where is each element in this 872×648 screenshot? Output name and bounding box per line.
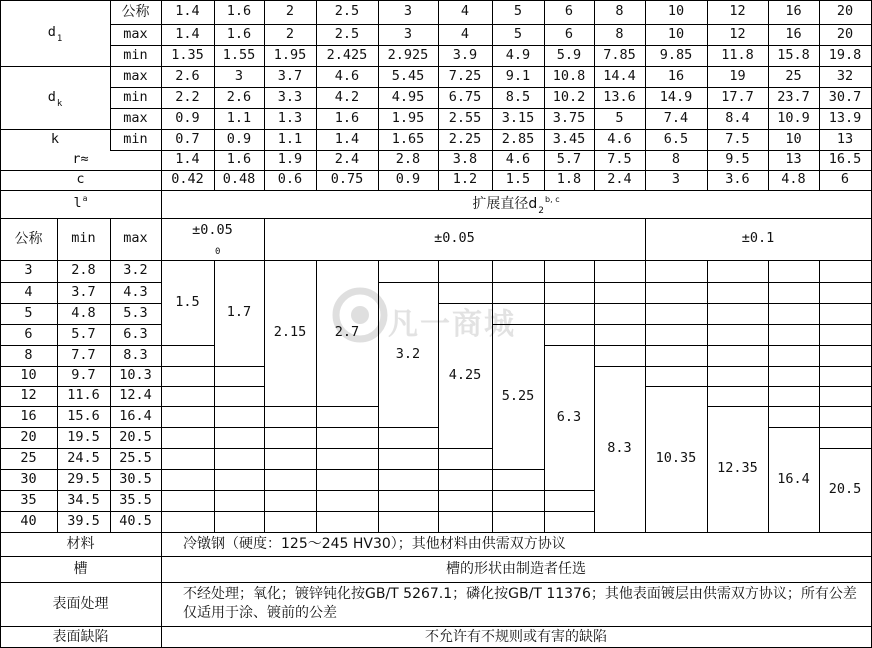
table-border bbox=[438, 469, 493, 470]
dk-max-cell: 32 bbox=[836, 67, 854, 84]
expanded-diameter-cell: 1.5 bbox=[175, 293, 200, 310]
table-border bbox=[819, 386, 872, 387]
table-border bbox=[768, 282, 820, 283]
table-border bbox=[316, 448, 379, 449]
d1-label: $d_1$ bbox=[47, 24, 63, 45]
c-cell: 0.48 bbox=[222, 171, 256, 188]
dk-min-cell: 2.2 bbox=[175, 88, 200, 105]
dk-label: $d_k$ bbox=[47, 88, 63, 109]
dk-max-cell: 5.45 bbox=[391, 67, 425, 84]
r-cell: 16.5 bbox=[828, 151, 862, 168]
table-border bbox=[492, 511, 545, 512]
table-border bbox=[819, 303, 872, 304]
dk-max-cell: 14.4 bbox=[603, 67, 636, 84]
table-border bbox=[544, 282, 595, 283]
length-max-cell: 20.5 bbox=[119, 428, 152, 445]
table-border bbox=[707, 386, 769, 387]
length-nominal-cell: 8 bbox=[24, 346, 33, 363]
d1-min-cell: 3.9 bbox=[452, 46, 478, 63]
table-border bbox=[707, 366, 769, 367]
length-min-cell: 9.7 bbox=[71, 367, 96, 384]
expanded-diameter-cell: 1.7 bbox=[226, 304, 252, 321]
table-border bbox=[161, 448, 215, 449]
length-min-cell: 34.5 bbox=[67, 491, 100, 508]
d1-min-cell: 9.85 bbox=[659, 46, 693, 63]
table-border bbox=[438, 490, 493, 491]
material-text: 冷镦钢（硬度：125～245 HV30）；其他材料由供需双方协议 bbox=[183, 536, 566, 552]
groove-text: 槽的形状由制造者任选 bbox=[446, 561, 586, 577]
length-nominal-cell: 30 bbox=[20, 470, 37, 487]
length-nominal-cell: 35 bbox=[20, 491, 37, 508]
dk-max-cell: 9.1 bbox=[505, 67, 531, 84]
table-border bbox=[492, 469, 545, 470]
d1-nominal-cell: 4 bbox=[460, 3, 470, 20]
dk-min-cell: 30.7 bbox=[828, 88, 862, 105]
d1-nominal-cell: 16 bbox=[785, 3, 802, 20]
d1-max-cell: 10 bbox=[667, 25, 685, 42]
table-border bbox=[378, 511, 439, 512]
length-min-cell: 2.8 bbox=[71, 262, 96, 279]
length-nominal-cell: 16 bbox=[20, 407, 37, 424]
c-cell: 6 bbox=[840, 171, 850, 188]
length-max-cell: 40.5 bbox=[119, 512, 152, 529]
r-cell: 3.8 bbox=[452, 151, 478, 168]
dk-max-cell: 3.7 bbox=[277, 67, 303, 84]
k-max-cell: 3.15 bbox=[501, 109, 535, 126]
table-border bbox=[594, 282, 646, 283]
d1-nominal-cell: 20 bbox=[836, 3, 854, 20]
table-border bbox=[492, 490, 545, 491]
length-nominal-cell: 40 bbox=[20, 512, 37, 529]
length-nominal-cell: 3 bbox=[24, 262, 33, 279]
k-min-cell: 6.5 bbox=[663, 130, 689, 147]
table-border bbox=[768, 366, 820, 367]
c-cell: 1.2 bbox=[452, 171, 478, 188]
table-border bbox=[438, 448, 493, 449]
dk-max-label: max bbox=[123, 67, 148, 84]
dk-max-cell: 16 bbox=[667, 67, 685, 84]
length-max-cell: 30.5 bbox=[119, 470, 152, 487]
table-border bbox=[707, 282, 769, 283]
c-cell: 0.6 bbox=[277, 171, 303, 188]
d1-max-cell: 6 bbox=[564, 25, 574, 42]
d1-min-cell: 15.8 bbox=[777, 46, 810, 63]
d1-min-cell: 2.925 bbox=[387, 46, 429, 63]
d1-max-cell: 1.4 bbox=[175, 25, 200, 42]
k-max-cell: 13.9 bbox=[828, 109, 862, 126]
r-cell: 1.6 bbox=[226, 151, 252, 168]
l-header-label: $l^a$ bbox=[73, 194, 88, 212]
length-max-cell: 4.3 bbox=[123, 283, 148, 300]
table-border bbox=[161, 366, 215, 367]
table-border bbox=[161, 406, 215, 407]
table-border bbox=[161, 427, 215, 428]
d1-min-cell: 7.85 bbox=[603, 46, 636, 63]
table-border bbox=[161, 386, 215, 387]
k-min-cell: 3.45 bbox=[552, 130, 586, 147]
length-min-cell: 19.5 bbox=[67, 428, 100, 445]
c-cell: 0.42 bbox=[171, 171, 204, 188]
table-border bbox=[161, 511, 215, 512]
length-max-cell: 16.4 bbox=[119, 407, 152, 424]
table-border bbox=[544, 303, 595, 304]
l-nominal-header: 公称 bbox=[14, 231, 43, 247]
d1-nominal-label: 公称 bbox=[121, 4, 150, 20]
d1-min-label: min bbox=[123, 46, 148, 63]
table-border bbox=[316, 490, 379, 491]
dk-max-cell: 19 bbox=[729, 67, 746, 84]
r-cell: 13 bbox=[785, 151, 802, 168]
table-border bbox=[544, 324, 595, 325]
length-max-cell: 12.4 bbox=[119, 387, 152, 404]
r-cell: 8 bbox=[671, 151, 681, 168]
k-label: k bbox=[50, 130, 60, 147]
table-border bbox=[594, 345, 646, 346]
table-border bbox=[214, 386, 265, 387]
d1-min-cell: 4.9 bbox=[505, 46, 531, 63]
k-min-cell: 7.5 bbox=[725, 130, 750, 147]
d1-nominal-cell: 6 bbox=[564, 3, 574, 20]
k-max-cell: 1.3 bbox=[277, 109, 303, 126]
table-border bbox=[544, 490, 595, 491]
d1-nominal-cell: 8 bbox=[615, 3, 624, 20]
d1-nominal-cell: 2.5 bbox=[334, 3, 360, 20]
k-max-cell: 8.4 bbox=[725, 109, 750, 126]
d1-nominal-cell: 5 bbox=[513, 3, 523, 20]
c-cell: 3 bbox=[671, 171, 681, 188]
length-min-cell: 24.5 bbox=[67, 449, 100, 466]
d1-min-cell: 1.35 bbox=[171, 46, 204, 63]
dk-min-cell: 10.2 bbox=[552, 88, 586, 105]
table-border bbox=[819, 366, 872, 367]
length-max-cell: 35.5 bbox=[119, 491, 152, 508]
k-min-cell: 10 bbox=[785, 130, 802, 147]
l-max-header: max bbox=[123, 230, 148, 247]
table-border bbox=[214, 469, 265, 470]
table-border bbox=[768, 303, 820, 304]
table-border bbox=[161, 345, 215, 346]
d1-nominal-cell: 12 bbox=[729, 3, 746, 20]
c-cell: 1.5 bbox=[505, 171, 531, 188]
table-border bbox=[645, 345, 708, 346]
d1-nominal-cell: 1.6 bbox=[226, 3, 252, 20]
c-cell: 4.8 bbox=[781, 171, 806, 188]
length-min-cell: 4.8 bbox=[71, 304, 96, 321]
d1-nominal-cell: 2 bbox=[285, 3, 295, 20]
length-max-cell: 6.3 bbox=[123, 325, 148, 342]
k-max-cell: 3.75 bbox=[552, 109, 586, 126]
d1-max-cell: 16 bbox=[785, 25, 802, 42]
expanded-diameter-cell: 4.25 bbox=[448, 366, 482, 383]
table-border bbox=[161, 469, 215, 470]
k-max-cell: 1.1 bbox=[226, 109, 252, 126]
d1-max-cell: 1.6 bbox=[226, 25, 252, 42]
surface-defects-text: 不允许有不规则或有害的缺陷 bbox=[425, 628, 607, 645]
table-border bbox=[492, 303, 545, 304]
table-border bbox=[819, 427, 872, 428]
expanded-diameter-cell: 8.3 bbox=[607, 440, 632, 457]
dk-max-cell: 25 bbox=[785, 67, 802, 84]
k-max-cell: 5 bbox=[615, 109, 624, 126]
r-cell: 9.5 bbox=[725, 151, 750, 168]
expanded-diameter-cell: 2.15 bbox=[273, 324, 307, 341]
r-cell: 2.8 bbox=[395, 151, 421, 168]
table-border bbox=[378, 427, 439, 428]
table-border bbox=[316, 511, 379, 512]
d1-nominal-cell: 3 bbox=[403, 3, 413, 20]
table-border bbox=[378, 448, 439, 449]
expanded-diameter-cell: 2.7 bbox=[334, 324, 360, 341]
length-nominal-cell: 6 bbox=[24, 325, 33, 342]
expanded-diameter-header: 扩展直径$d_2^{b, c}$ bbox=[472, 195, 560, 216]
d1-min-cell: 19.8 bbox=[828, 46, 862, 63]
expanded-diameter-cell: 10.35 bbox=[655, 450, 697, 467]
dk-min-label: min bbox=[123, 88, 148, 105]
length-min-cell: 11.6 bbox=[67, 387, 100, 404]
k-max-cell: 1.95 bbox=[391, 109, 425, 126]
k-min-cell: 0.9 bbox=[226, 130, 252, 147]
length-max-cell: 10.3 bbox=[119, 367, 152, 384]
k-max-cell: 0.9 bbox=[175, 109, 200, 126]
table-border bbox=[264, 490, 317, 491]
k-min-label: min bbox=[123, 130, 148, 147]
dk-min-cell: 8.5 bbox=[505, 88, 531, 105]
d1-max-cell: 8 bbox=[615, 25, 624, 42]
table-border bbox=[214, 490, 265, 491]
table-border bbox=[264, 427, 317, 428]
c-cell: 1.8 bbox=[556, 171, 582, 188]
table-border bbox=[707, 303, 769, 304]
table-border bbox=[264, 406, 317, 407]
r-cell: 7.5 bbox=[607, 151, 632, 168]
c-cell: 0.9 bbox=[395, 171, 421, 188]
k-min-cell: 2.25 bbox=[448, 130, 482, 147]
dk-min-cell: 23.7 bbox=[777, 88, 810, 105]
tolerance-group2: ±0.05 bbox=[434, 230, 475, 247]
table-border bbox=[594, 303, 646, 304]
dk-max-cell: 2.6 bbox=[175, 67, 200, 84]
c-cell: 0.75 bbox=[330, 171, 364, 188]
k-max-label: max bbox=[123, 109, 148, 126]
d1-max-cell: 3 bbox=[403, 25, 413, 42]
dk-min-cell: 14.9 bbox=[659, 88, 693, 105]
d1-max-cell: 2.5 bbox=[334, 25, 360, 42]
table-border bbox=[707, 345, 769, 346]
r-cell: 5.7 bbox=[556, 151, 582, 168]
groove-label: 槽 bbox=[73, 561, 88, 577]
dk-min-cell: 2.6 bbox=[226, 88, 252, 105]
k-min-cell: 13 bbox=[836, 130, 854, 147]
length-min-cell: 15.6 bbox=[67, 407, 100, 424]
dk-min-cell: 6.75 bbox=[448, 88, 482, 105]
dk-max-cell: 10.8 bbox=[552, 67, 586, 84]
k-min-cell: 1.4 bbox=[334, 130, 360, 147]
length-nominal-cell: 12 bbox=[20, 387, 37, 404]
dk-min-cell: 4.2 bbox=[334, 88, 360, 105]
d1-nominal-cell: 10 bbox=[667, 3, 685, 20]
d1-min-cell: 5.9 bbox=[556, 46, 582, 63]
length-nominal-cell: 5 bbox=[24, 304, 33, 321]
d1-min-cell: 2.425 bbox=[326, 46, 368, 63]
dk-min-cell: 13.6 bbox=[603, 88, 636, 105]
dk-max-cell: 3 bbox=[234, 67, 244, 84]
table-border bbox=[316, 427, 379, 428]
length-nominal-cell: 4 bbox=[24, 283, 33, 300]
length-max-cell: 25.5 bbox=[119, 449, 152, 466]
table-border bbox=[214, 427, 265, 428]
d1-min-cell: 1.55 bbox=[222, 46, 256, 63]
d1-max-cell: 2 bbox=[285, 25, 295, 42]
table-border bbox=[214, 511, 265, 512]
table-border bbox=[645, 282, 708, 283]
length-min-cell: 5.7 bbox=[71, 325, 96, 342]
table-border bbox=[378, 490, 439, 491]
c-label: c bbox=[76, 171, 85, 188]
length-min-cell: 39.5 bbox=[67, 512, 100, 529]
table-border bbox=[161, 490, 215, 491]
length-max-cell: 3.2 bbox=[123, 262, 148, 279]
k-max-cell: 10.9 bbox=[777, 109, 810, 126]
d1-min-cell: 1.95 bbox=[273, 46, 307, 63]
r-label: r≈ bbox=[72, 151, 89, 168]
table-border bbox=[438, 511, 493, 512]
tolerance-group3: ±0.1 bbox=[741, 230, 775, 247]
table-border bbox=[768, 386, 820, 387]
length-nominal-cell: 20 bbox=[20, 428, 37, 445]
material-label: 材料 bbox=[66, 536, 95, 552]
table-border bbox=[819, 324, 872, 325]
k-min-cell: 0.7 bbox=[175, 130, 200, 147]
expanded-diameter-cell: 16.4 bbox=[777, 470, 810, 487]
length-max-cell: 5.3 bbox=[123, 304, 148, 321]
dk-max-cell: 7.25 bbox=[448, 67, 482, 84]
table-border bbox=[378, 469, 439, 470]
table-border bbox=[707, 324, 769, 325]
k-max-cell: 1.6 bbox=[334, 109, 360, 126]
c-cell: 3.6 bbox=[725, 171, 750, 188]
tolerance-group1-upper: ±0.05 bbox=[192, 222, 233, 239]
k-max-cell: 2.55 bbox=[448, 109, 482, 126]
dk-min-cell: 3.3 bbox=[277, 88, 303, 105]
table-border bbox=[768, 324, 820, 325]
expanded-diameter-cell: 6.3 bbox=[556, 408, 582, 425]
table-border bbox=[819, 406, 872, 407]
table-border bbox=[645, 324, 708, 325]
table-border bbox=[819, 282, 872, 283]
k-min-cell: 1.65 bbox=[391, 130, 425, 147]
surface-defects-label: 表面缺陷 bbox=[52, 628, 109, 645]
table-border bbox=[768, 345, 820, 346]
table-border bbox=[438, 282, 493, 283]
table-border bbox=[594, 324, 646, 325]
table-border bbox=[264, 469, 317, 470]
surface-treatment-text: 不经处理；氧化；镀锌钝化按GB/T 5267.1；磷化按GB/T 11376；其他表面镀层由供需双方协议；所有公差仅适用于涂、镀前的公差 bbox=[183, 586, 857, 621]
k-min-cell: 4.6 bbox=[607, 130, 632, 147]
length-nominal-cell: 10 bbox=[20, 367, 37, 384]
k-min-cell: 1.1 bbox=[277, 130, 303, 147]
expanded-diameter-cell: 5.25 bbox=[501, 387, 535, 404]
table-border bbox=[214, 366, 265, 367]
length-min-cell: 29.5 bbox=[67, 470, 100, 487]
dk-min-cell: 4.95 bbox=[391, 88, 425, 105]
k-min-cell: 2.85 bbox=[501, 130, 535, 147]
d1-max-cell: 5 bbox=[513, 25, 523, 42]
d1-max-cell: 12 bbox=[729, 25, 746, 42]
table-border bbox=[768, 406, 820, 407]
table-border bbox=[316, 469, 379, 470]
r-cell: 1.4 bbox=[175, 151, 200, 168]
watermark-text: 凡一商城 bbox=[388, 307, 516, 342]
table-border bbox=[819, 345, 872, 346]
length-max-cell: 8.3 bbox=[123, 346, 148, 363]
length-min-cell: 3.7 bbox=[71, 283, 96, 300]
table-border bbox=[645, 303, 708, 304]
table-border bbox=[264, 448, 317, 449]
expanded-diameter-cell: 12.35 bbox=[717, 460, 758, 477]
r-cell: 1.9 bbox=[277, 151, 303, 168]
length-nominal-cell: 25 bbox=[20, 449, 37, 466]
k-max-cell: 7.4 bbox=[663, 109, 689, 126]
table-border bbox=[492, 282, 545, 283]
table-border bbox=[264, 511, 317, 512]
d1-nominal-cell: 1.4 bbox=[175, 3, 200, 20]
r-cell: 4.6 bbox=[505, 151, 531, 168]
d1-max-cell: 20 bbox=[836, 25, 854, 42]
dk-max-cell: 4.6 bbox=[334, 67, 360, 84]
c-cell: 2.4 bbox=[607, 171, 632, 188]
table-border bbox=[645, 366, 708, 367]
length-min-cell: 7.7 bbox=[71, 346, 96, 363]
l-min-header: min bbox=[71, 230, 96, 247]
d1-min-cell: 11.8 bbox=[721, 46, 754, 63]
expanded-diameter-cell: 3.2 bbox=[395, 345, 421, 362]
expanded-diameter-cell: 20.5 bbox=[828, 481, 862, 498]
table-border bbox=[214, 406, 265, 407]
d1-max-label: max bbox=[123, 25, 148, 42]
table-border bbox=[316, 406, 379, 407]
r-cell: 2.4 bbox=[334, 151, 360, 168]
surface-treatment-label: 表面处理 bbox=[52, 596, 109, 612]
d1-max-cell: 4 bbox=[460, 25, 470, 42]
dk-min-cell: 17.7 bbox=[721, 88, 754, 105]
table-border bbox=[544, 511, 595, 512]
tolerance-group1-lower: 0 bbox=[215, 246, 221, 257]
table-border bbox=[214, 448, 265, 449]
